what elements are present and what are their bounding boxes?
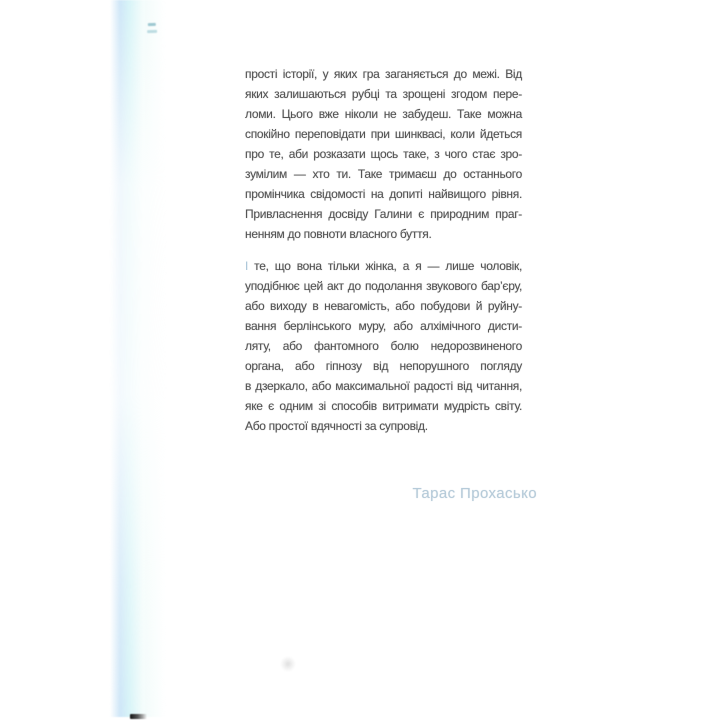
text-line: ненням до повноти власного буття.	[245, 227, 432, 241]
paragraph-2	[245, 256, 522, 436]
text-line: Або простої вдячності за супровід.	[245, 419, 428, 433]
spine-mark-dash	[148, 23, 156, 26]
text-line: уподібнює цей акт до подолання звукового бар’єру,	[245, 279, 522, 293]
page-spine-shadow	[110, 0, 166, 717]
text-line: яке є одним зі способів витримати мудрість світу.	[245, 399, 522, 413]
paragraph-1	[245, 64, 522, 244]
spine-mark-icon	[146, 21, 159, 37]
text-line: або виходу в невагомість, або побудови й руйну-	[245, 299, 522, 313]
text-line: ломи. Цього вже ніколи не забудеш. Таке можна	[245, 107, 522, 121]
spine-mark-dash	[147, 30, 157, 33]
text-line: І те, що вона тільки жінка, а я — лише чоловік,	[245, 259, 522, 273]
text-line: про те, аби розказати щось таке, з чого стає зро-	[245, 147, 522, 161]
text-line: ляту, або фантомного болю недорозвиненого	[245, 339, 522, 353]
text-line: вання берлінського муру, або алхімічного дисти-	[245, 319, 522, 333]
epigraph-text-block	[245, 64, 522, 436]
text-line: органа, або гіпнозу від непорушного погляду	[245, 359, 522, 373]
author-signature: Тарас Прохасько	[412, 485, 537, 502]
text-line: Привласнення досвіду Галини є природним праг-	[245, 207, 522, 221]
text-line: прості історії, у яких гра заганяється до межі. Від	[245, 67, 522, 81]
text-line: зумілим — хто ти. Таке тримаєш до останнього	[245, 167, 522, 181]
text-line: спокійно переповідати при шинквасі, коли йдеться	[245, 127, 522, 141]
text-line: в дзеркало, або максимальної радості від читання,	[245, 379, 522, 393]
page-corner-shadow	[130, 714, 147, 719]
text-line: яких залишаються рубці та зрощені згодом пере-	[245, 87, 522, 101]
faint-print-smudge	[280, 656, 296, 672]
text-line: промінчика свідомості на допиті найвищого рівня.	[245, 187, 522, 201]
